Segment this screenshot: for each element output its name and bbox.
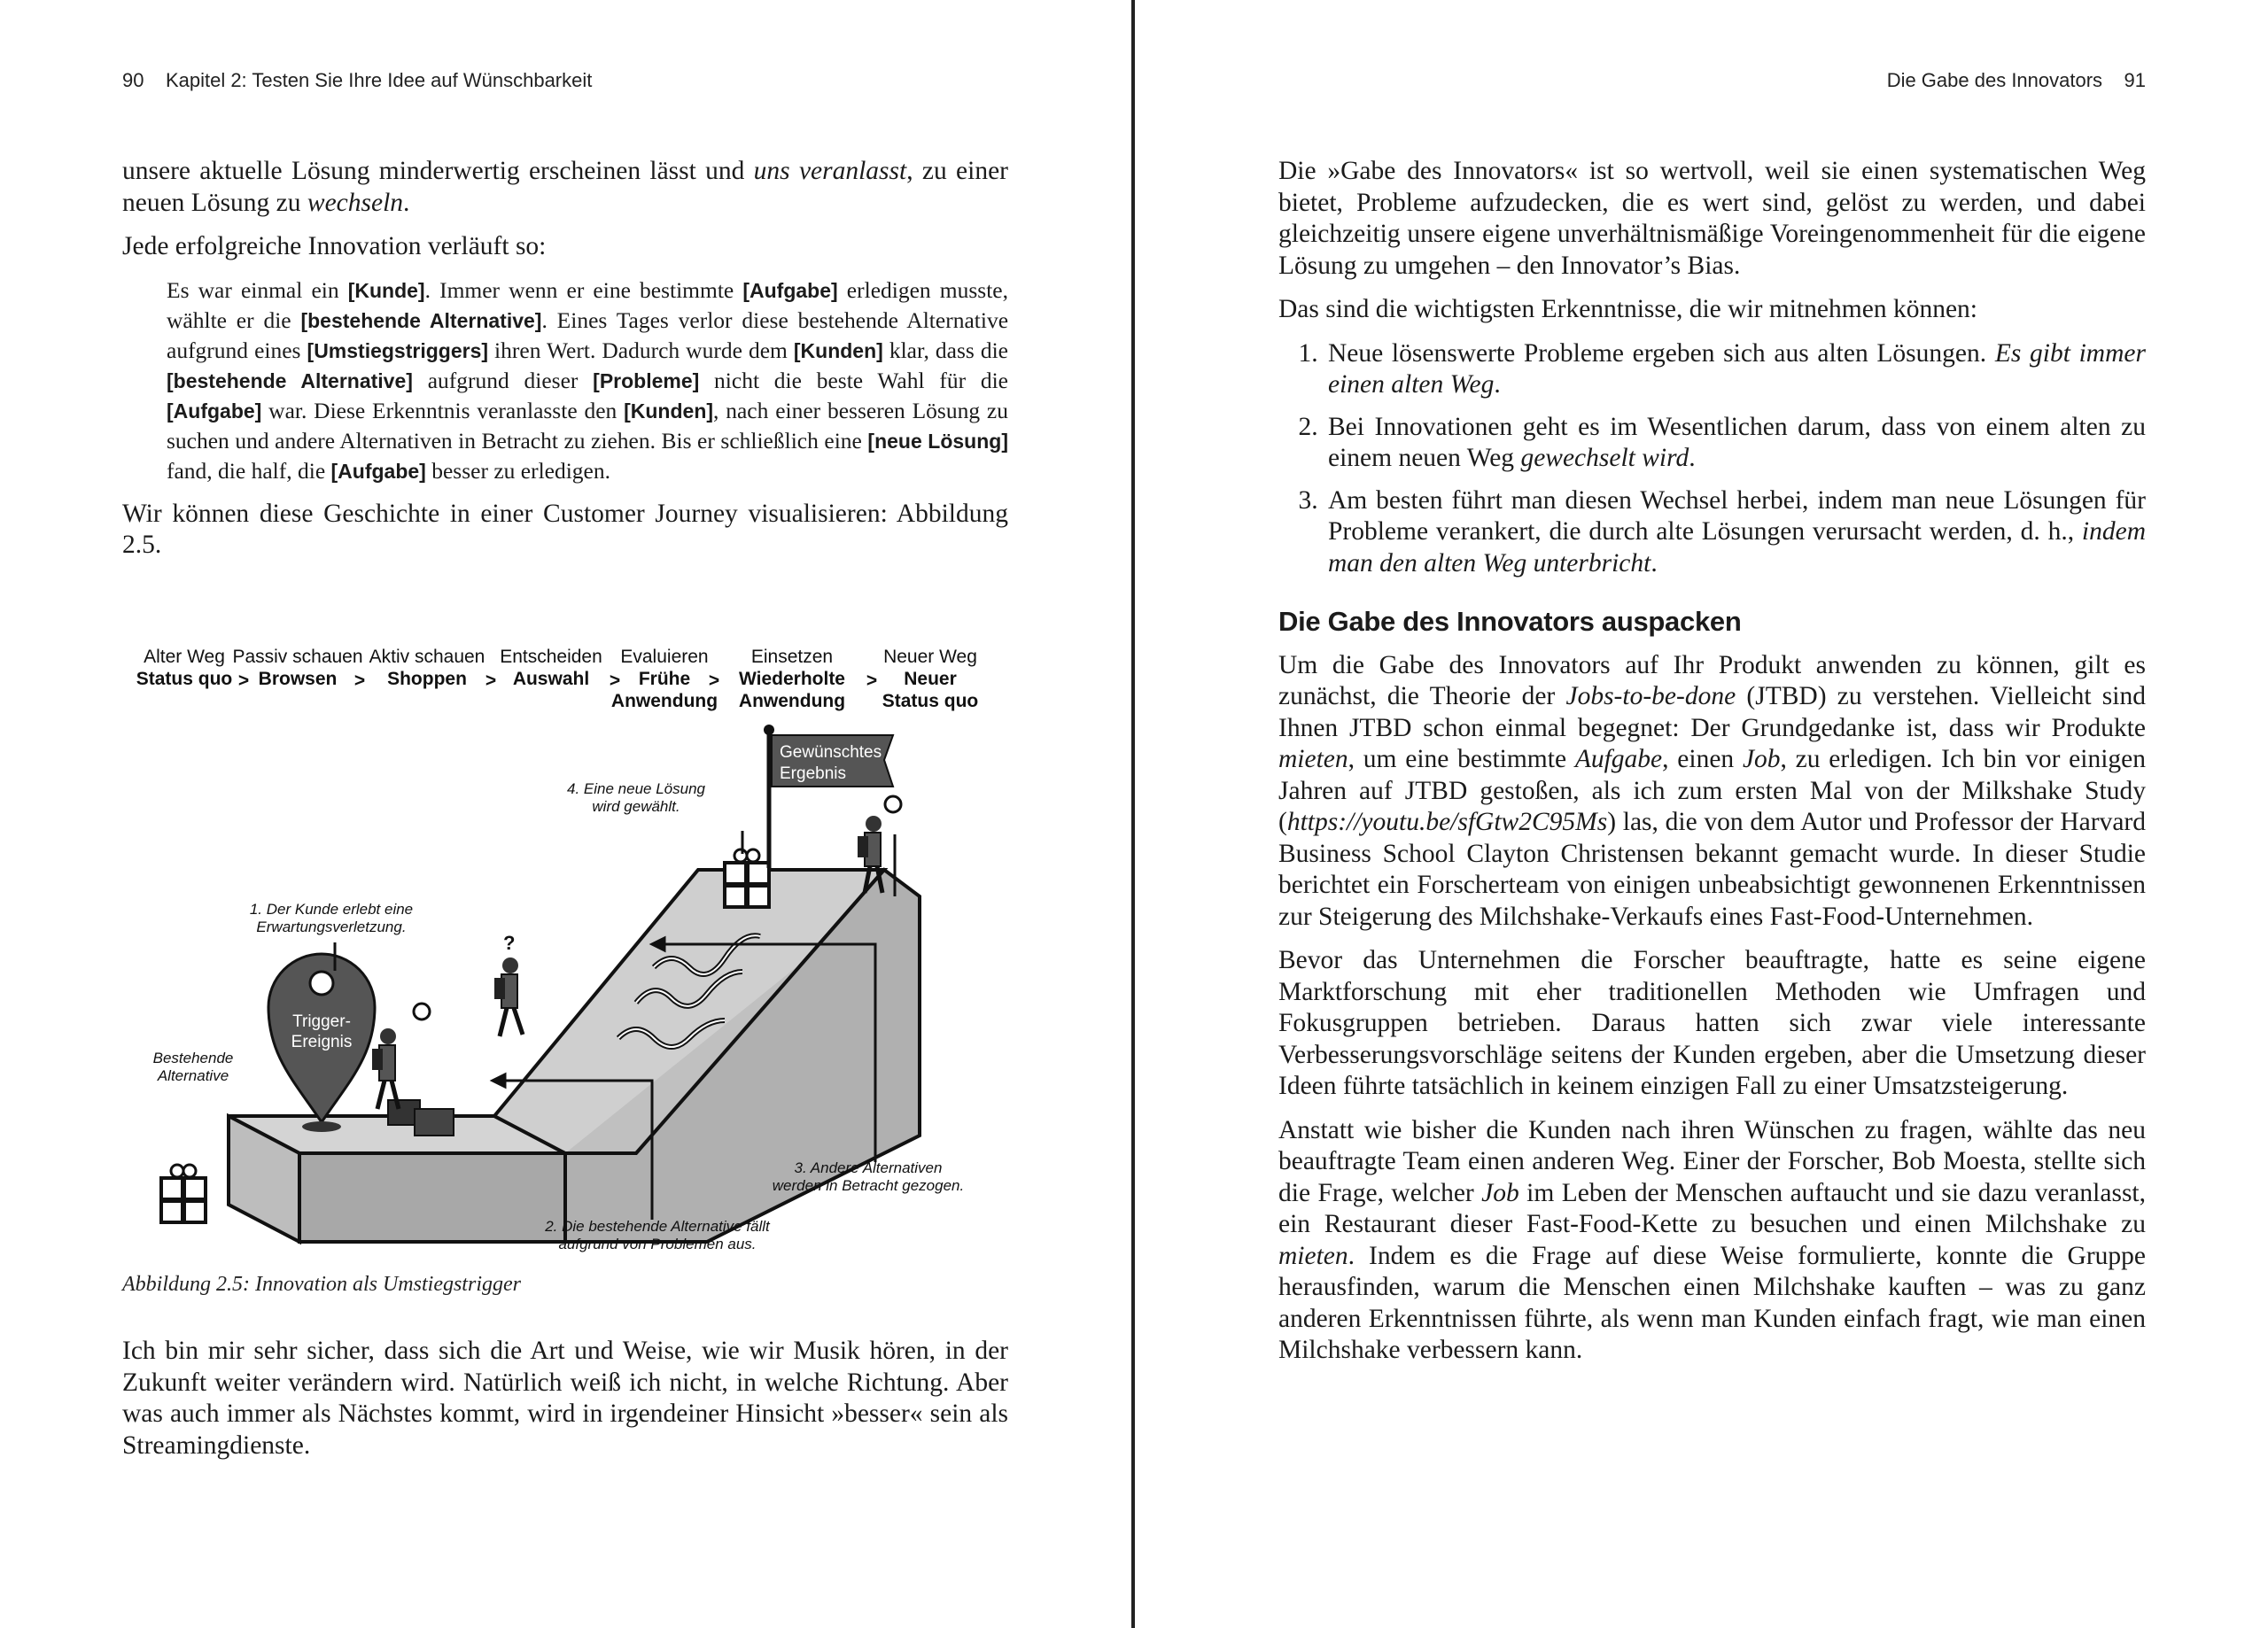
paragraph: Die »Gabe des Innovators« ist so wertvoll, weil sie einen systematischen Weg bietet, Probleme aufzudecken, die es wert sind, gelöst zu werden, und dabei gleichzeitig unsere eigene unverhältnismäßige Voreingenommenheit für die eigene Lösung zu umgehen – den Innovator’s Bias.: [1278, 157, 2146, 280]
page-number: 90: [122, 69, 144, 91]
stage-separator: >: [609, 671, 621, 691]
pin-label: Trigger-: [292, 1012, 351, 1031]
right-body: [1278, 156, 2146, 1379]
paragraph: Das sind die wichtigsten Erkenntnisse, die wir mitnehmen können:: [1278, 295, 1977, 323]
left-body-top: [122, 156, 1008, 574]
figure-caption: Abbildung 2.5: Innovation als Umstiegstrigger: [122, 1273, 521, 1296]
stage-label: Wiederholte: [739, 669, 845, 689]
paragraph: Bevor das Unternehmen die Forscher beauftragte, hatte es seine eigene Marktforschung mit eher traditionellen Methoden wie Umfragen und Fokusgruppen betrieben. Daraus hatten sich zwar viele interessante Verbesserungsvorschläge seitens der Kunden ergeben, aber die Umsetzung dieser Ideen führte tatsächlich in keinem einzigen Fall zu einer Umsatzsteigerung.: [1278, 946, 2146, 1100]
annotation-new-solution: 4. Eine neue Lösung: [567, 780, 705, 797]
page-number: 91: [2124, 69, 2146, 91]
milkshake-study-link[interactable]: https://youtu.be/sfGtw2C95Ms: [1286, 808, 1608, 836]
running-title: Die Gabe des Innovators: [1886, 69, 2103, 91]
stage-label: Neuer Weg: [883, 647, 977, 667]
paragraph: Wir können diese Geschichte in einer Customer Journey visualisieren: Abbildung 2.5.: [122, 499, 1008, 559]
stage-separator: >: [353, 671, 366, 691]
annotation-existing: Bestehende: [152, 1050, 234, 1066]
hiker-icon: [494, 932, 523, 1036]
flag-label: Ergebnis: [780, 764, 846, 783]
annotation-alternative-fails: 2. Die bestehende Alternative fällt: [545, 1218, 770, 1235]
page-header-left: [122, 69, 592, 92]
page-header-right: [1887, 69, 2146, 92]
stage-label: Status quo: [882, 691, 979, 711]
stage-label: Alter Weg: [144, 647, 225, 667]
annotation-alternative-fails: aufgrund von Problemen aus.: [558, 1236, 757, 1252]
left-page: [0, 0, 1132, 1628]
right-page: [1135, 0, 2268, 1628]
stage-label: Evaluieren: [620, 647, 709, 667]
section-heading: Die Gabe des Innovators auspacken: [1278, 606, 1742, 637]
stage-label: Anwendung: [610, 691, 718, 711]
lightbulb-icon: [885, 796, 901, 812]
takeaways-list: [1278, 338, 2146, 580]
annotation-other-alternatives: werden in Betracht gezogen.: [772, 1177, 965, 1194]
lightbulb-icon: [414, 1004, 430, 1019]
left-body-bottom: [122, 1336, 1008, 1474]
stage-label: Shoppen: [387, 669, 467, 689]
customer-journey-figure: [122, 631, 1008, 1268]
annotation-other-alternatives: 3. Andere Alternativen: [794, 1159, 943, 1176]
stage-header: [136, 647, 979, 711]
annotation-existing: Alternative: [157, 1067, 229, 1084]
paragraph: Anstatt wie bisher die Kunden nach ihren Wünschen zu fragen, wählte das neu beauftragte Team einen anderen Weg. Einer der Forscher, Bob Moesta, stellte sich die Frage, welcher Job im Leben der Menschen auftaucht und sie dazu veranlasst, ein Restaurant dieser Fast-Food-Kette zu besuchen und einen Milchshake zu mieten. Indem es die Frage auf diese Weise formulierte, konnte die Gruppe herausfinden, warum die Menschen einen Milchshake kauften – was zu ganz anderen Erkenntnissen führte, als wenn man Kunden einfach fragt, wie man einen Milchshake verbessern kann.: [1278, 1115, 2146, 1364]
flag-label: Gewünschtes: [780, 743, 882, 762]
list-item: 1. Neue lösenswerte Probleme ergeben sich aus alten Lösungen. Es gibt immer einen alten Weg.: [1324, 338, 2146, 401]
stage-label: Passiv schauen: [232, 647, 363, 667]
stage-separator: >: [866, 671, 878, 691]
map-pin-icon: [268, 954, 375, 1132]
stage-label: Aktiv schauen: [369, 647, 485, 667]
pin-label: Ereignis: [291, 1033, 353, 1051]
paragraph: Ich bin mir sehr sicher, dass sich die Art und Weise, wie wir Musik hören, in der Zukunft weiter verändern wird. Natürlich weiß ich nicht, in welche Richtung. Aber was auch immer als Nächstes kommt, wird in irgendeiner Hinsicht »besser« sein als Streamingdienste.: [122, 1337, 1008, 1460]
svg-text:?: ?: [503, 932, 516, 954]
stage-label: Anwendung: [738, 691, 846, 711]
chapter-title: Kapitel 2: Testen Sie Ihre Idee auf Wünschbarkeit: [165, 69, 593, 91]
hiker-icon: [372, 1028, 399, 1109]
stage-label: Browsen: [258, 669, 338, 689]
stage-separator: >: [708, 671, 720, 691]
list-item: 2. Bei Innovationen geht es im Wesentlichen darum, dass von einem alten zu einem neuen Weg gewechselt wird.: [1324, 412, 2146, 475]
stage-separator: >: [485, 671, 497, 691]
gift-icon: [161, 1165, 206, 1222]
annotation-expectation: Erwartungsverletzung.: [256, 919, 407, 935]
stage-label: Entscheiden: [500, 647, 602, 667]
paragraph: Jede erfolgreiche Innovation verläuft so:: [122, 232, 547, 260]
stage-label: Auswahl: [512, 669, 590, 689]
paragraph: unsere aktuelle Lösung minderwertig erscheinen lässt und uns veranlasst, zu einer neuen Lösung zu wechseln.: [122, 157, 1008, 217]
list-item: 3. Am besten führt man diesen Wechsel herbei, indem man neue Lösungen für Probleme verankert, die durch alte Lösungen verursacht werden, d. h., indem man den alten Weg unterbricht.: [1324, 485, 2146, 580]
annotation-expectation: 1. Der Kunde erlebt eine: [249, 901, 414, 918]
annotation-new-solution: wird gewählt.: [592, 798, 680, 815]
paragraph: Um die Gabe des Innovators auf Ihr Produkt anwenden zu können, gilt es zunächst, die Theorie der Jobs-to-be-done (JTBD) zu verstehen. Vielleicht sind Ihnen JTBD schon einmal begegnet: Der Grundgedanke ist, dass wir Produkte mieten, um eine bestimmte Aufgabe, einen Job, zu erledigen. Ich bin vor einigen Jahren auf JTBD gestoßen, als ich zum ersten Mal von der Milkshake Study (https://youtu.be/sfGtw2C95Ms) las, die von dem Autor und Professor der Harvard Business School Clayton Christensen bekannt gemacht wurde. In dieser Studie berichtet ein Forscherteam von einigen unbeabsichtigt gewonnenen Erkenntnissen zur Steigerung des Milchshake-Verkaufs eines Fast-Food-Unternehmen.: [1278, 650, 2146, 931]
stage-label: Frühe: [638, 669, 691, 689]
stage-label: Neuer: [904, 669, 957, 689]
stage-label: Status quo: [136, 669, 233, 689]
gift-icon: [725, 849, 769, 907]
stage-separator: >: [237, 671, 250, 691]
story-quote: Es war einmal ein [Kunde]. Immer wenn er eine bestimmte [Aufgabe] erledigen musste, wählte er die [bestehende Alternative]. Eines Tages verlor diese bestehende Alternative aufgrund eines [Umstiegstriggers] ihren Wert. Dadurch wurde dem [Kunden] klar, dass die [bestehende Alternative] aufgrund dieser [Probleme] nicht die beste Wahl für die [Aufgabe] war. Diese Erkenntnis veranlasste den [Kunden], nach einer besseren Lösung zu suchen und andere Alternativen in Betracht zu ziehen. Bis er schließlich eine [neue Lösung] fand, die half, die [Aufgabe] besser zu erledigen.: [167, 276, 1009, 484]
stage-label: Einsetzen: [750, 647, 834, 667]
